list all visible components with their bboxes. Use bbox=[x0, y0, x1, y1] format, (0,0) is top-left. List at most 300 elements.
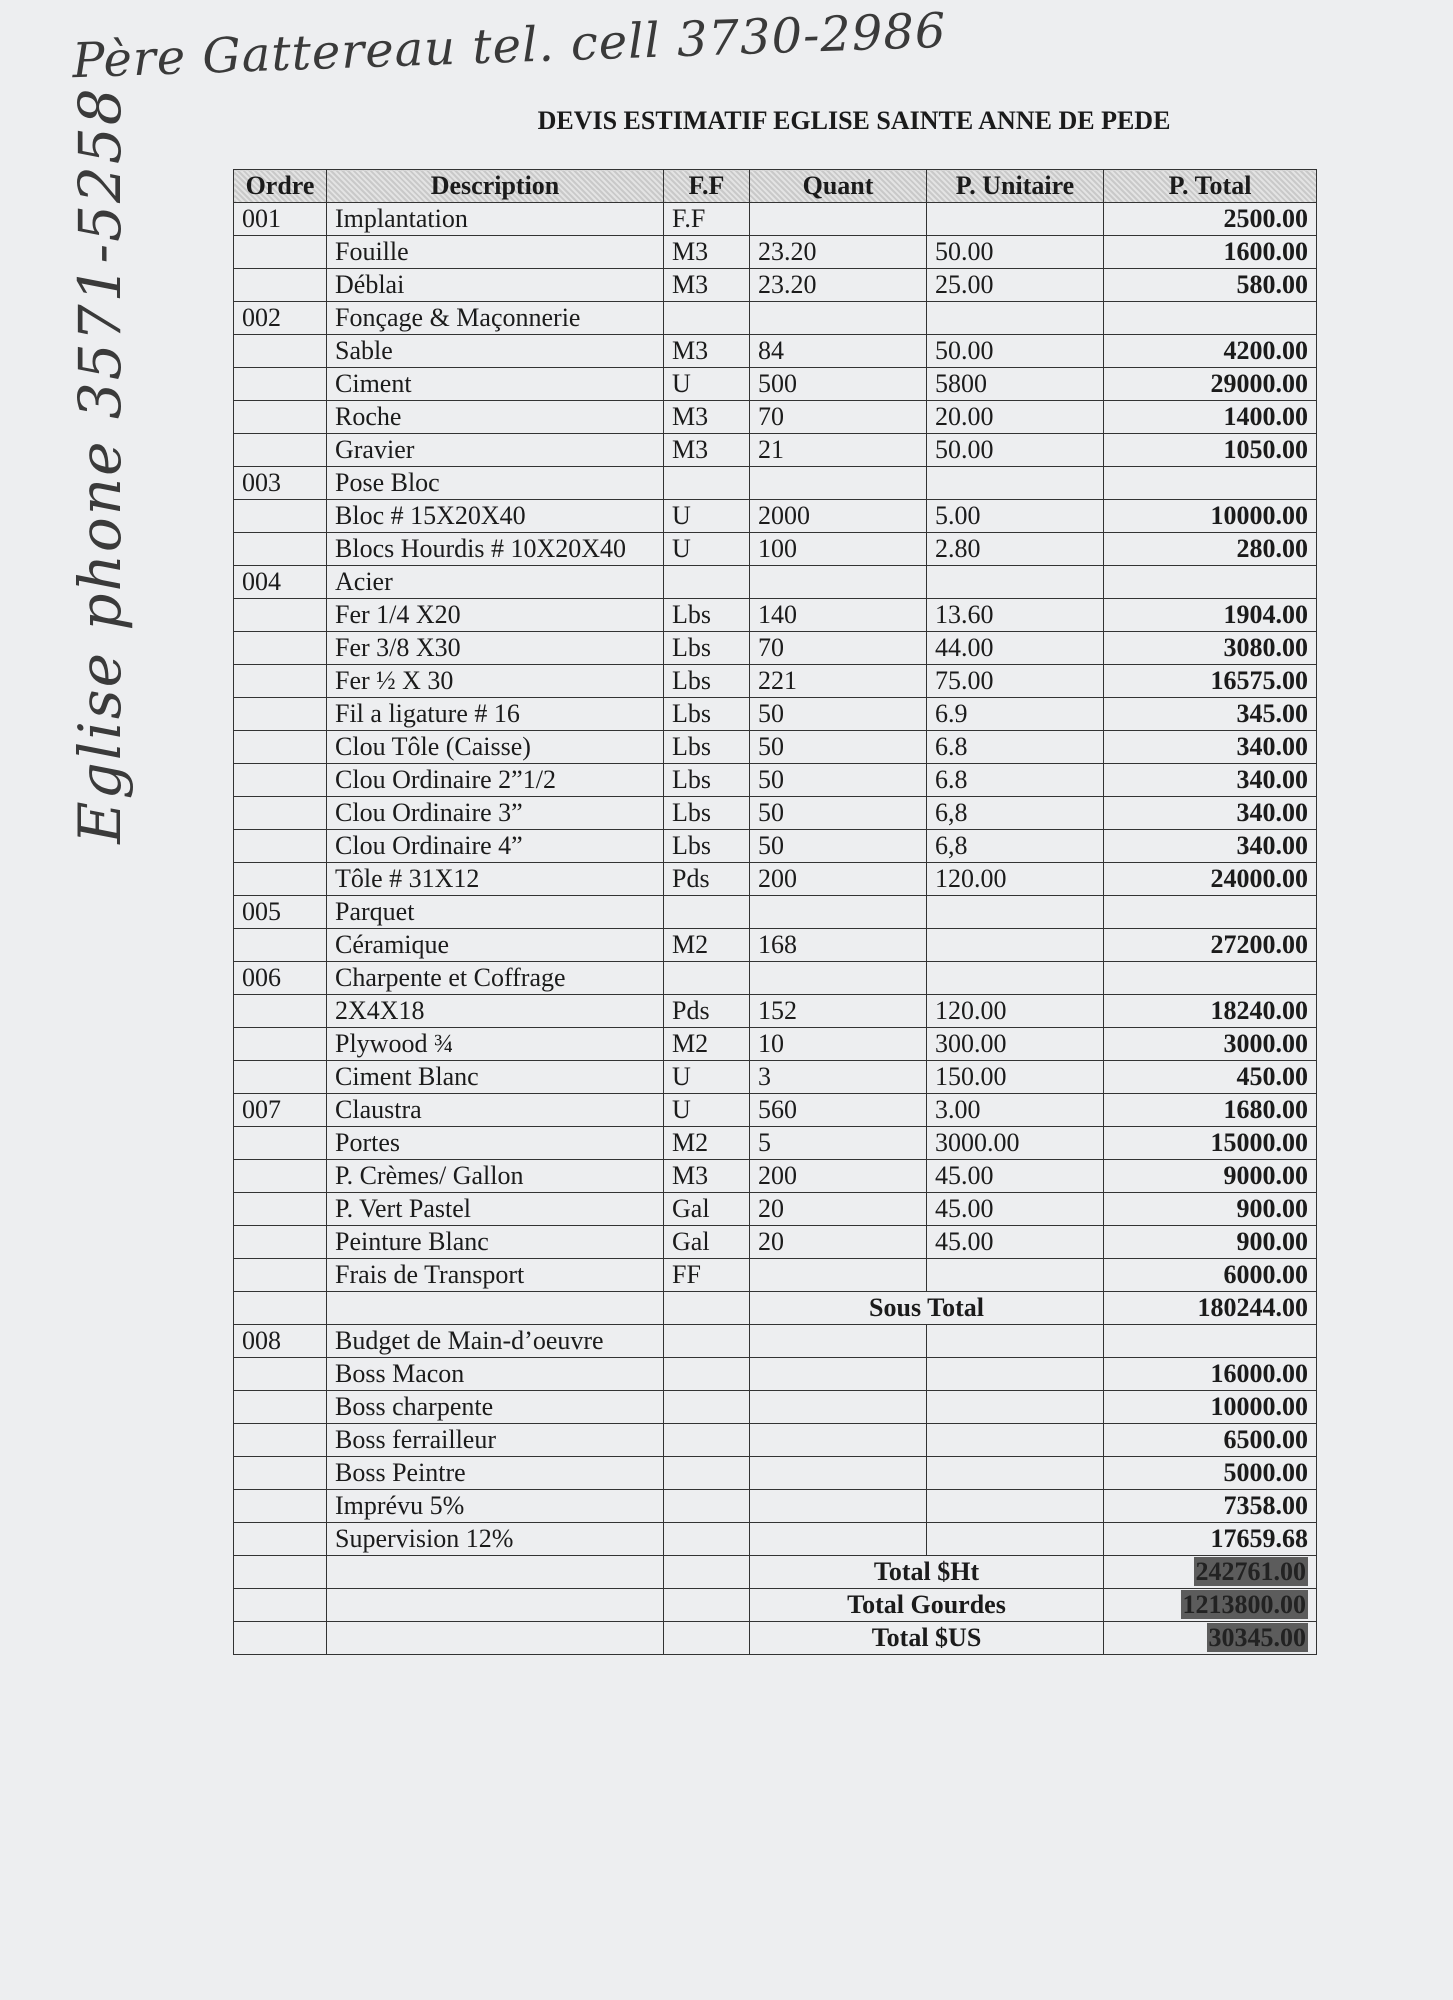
description-cell: Clou Ordinaire 3” bbox=[327, 797, 664, 830]
ordre-cell bbox=[234, 797, 327, 830]
ordre-cell bbox=[234, 929, 327, 962]
description-cell: Budget de Main-d’oeuvre bbox=[327, 1325, 664, 1358]
description-cell: Acier bbox=[327, 566, 664, 599]
header-ff: F.F bbox=[664, 170, 750, 203]
ff-cell: M2 bbox=[664, 929, 750, 962]
description-cell: Fouille bbox=[327, 236, 664, 269]
quant-cell bbox=[750, 467, 927, 500]
total-price-cell: 1680.00 bbox=[1104, 1094, 1317, 1127]
table-row bbox=[234, 1160, 1317, 1193]
total-price-cell bbox=[1104, 467, 1317, 500]
header-description: Description bbox=[327, 170, 664, 203]
empty-cell bbox=[327, 1292, 664, 1325]
unit-price-cell: 45.00 bbox=[927, 1160, 1104, 1193]
ff-cell bbox=[664, 1358, 750, 1391]
ff-cell: M2 bbox=[664, 1127, 750, 1160]
quant-cell: 70 bbox=[750, 401, 927, 434]
quant-cell bbox=[750, 566, 927, 599]
total-price-cell: 5000.00 bbox=[1104, 1457, 1317, 1490]
ordre-cell bbox=[234, 632, 327, 665]
ordre-cell bbox=[234, 368, 327, 401]
total-price-cell: 340.00 bbox=[1104, 731, 1317, 764]
quant-cell: 20 bbox=[750, 1226, 927, 1259]
table-row bbox=[234, 434, 1317, 467]
grand-total-value-cell bbox=[1104, 1589, 1317, 1622]
quant-cell: 2000 bbox=[750, 500, 927, 533]
unit-price-cell: 6,8 bbox=[927, 797, 1104, 830]
header-prix-unitaire: P. Unitaire bbox=[927, 170, 1104, 203]
unit-price-cell: 6.8 bbox=[927, 731, 1104, 764]
ordre-cell bbox=[234, 1259, 327, 1292]
description-cell: Peinture Blanc bbox=[327, 1226, 664, 1259]
unit-price-cell: 5800 bbox=[927, 368, 1104, 401]
ordre-cell bbox=[234, 500, 327, 533]
table-row bbox=[234, 1457, 1317, 1490]
ff-cell: Pds bbox=[664, 995, 750, 1028]
table-row bbox=[234, 1523, 1317, 1556]
table-row bbox=[234, 929, 1317, 962]
table-row bbox=[234, 533, 1317, 566]
ff-cell bbox=[664, 1523, 750, 1556]
table-row bbox=[234, 1127, 1317, 1160]
table-row bbox=[234, 599, 1317, 632]
description-cell: Tôle # 31X12 bbox=[327, 863, 664, 896]
unit-price-cell: 120.00 bbox=[927, 995, 1104, 1028]
table-row bbox=[234, 500, 1317, 533]
ordre-cell: 007 bbox=[234, 1094, 327, 1127]
unit-price-cell: 6.9 bbox=[927, 698, 1104, 731]
empty-cell bbox=[234, 1589, 327, 1622]
quant-cell: 100 bbox=[750, 533, 927, 566]
table-row bbox=[234, 962, 1317, 995]
description-cell: Boss Macon bbox=[327, 1358, 664, 1391]
description-cell: Fil a ligature # 16 bbox=[327, 698, 664, 731]
unit-price-cell: 2.80 bbox=[927, 533, 1104, 566]
grand-total-row bbox=[234, 1622, 1317, 1655]
table-row bbox=[234, 566, 1317, 599]
total-price-cell: 900.00 bbox=[1104, 1193, 1317, 1226]
grand-total-label: Total $US bbox=[750, 1622, 1104, 1655]
quant-cell: 50 bbox=[750, 698, 927, 731]
ordre-cell bbox=[234, 401, 327, 434]
total-price-cell bbox=[1104, 962, 1317, 995]
unit-price-cell bbox=[927, 203, 1104, 236]
table-row bbox=[234, 896, 1317, 929]
unit-price-cell: 13.60 bbox=[927, 599, 1104, 632]
table-row bbox=[234, 1325, 1317, 1358]
ordre-cell: 003 bbox=[234, 467, 327, 500]
description-cell: Pose Bloc bbox=[327, 467, 664, 500]
total-price-cell: 24000.00 bbox=[1104, 863, 1317, 896]
unit-price-cell bbox=[927, 1424, 1104, 1457]
ff-cell: U bbox=[664, 533, 750, 566]
total-price-cell: 6500.00 bbox=[1104, 1424, 1317, 1457]
total-price-cell: 16000.00 bbox=[1104, 1358, 1317, 1391]
quant-cell: 20 bbox=[750, 1193, 927, 1226]
description-cell: Boss ferrailleur bbox=[327, 1424, 664, 1457]
empty-cell bbox=[234, 1556, 327, 1589]
table-row bbox=[234, 368, 1317, 401]
total-price-cell: 345.00 bbox=[1104, 698, 1317, 731]
grand-total-row bbox=[234, 1589, 1317, 1622]
total-price-cell: 1050.00 bbox=[1104, 434, 1317, 467]
description-cell: Fer 3/8 X30 bbox=[327, 632, 664, 665]
empty-cell bbox=[234, 1292, 327, 1325]
ff-cell: Lbs bbox=[664, 797, 750, 830]
table-row bbox=[234, 830, 1317, 863]
empty-cell bbox=[664, 1556, 750, 1589]
total-price-cell: 900.00 bbox=[1104, 1226, 1317, 1259]
empty-cell bbox=[327, 1556, 664, 1589]
description-cell: Boss Peintre bbox=[327, 1457, 664, 1490]
unit-price-cell: 44.00 bbox=[927, 632, 1104, 665]
table-row bbox=[234, 1490, 1317, 1523]
description-cell: Gravier bbox=[327, 434, 664, 467]
quant-cell bbox=[750, 962, 927, 995]
ff-cell: U bbox=[664, 368, 750, 401]
ff-cell bbox=[664, 1391, 750, 1424]
quant-cell bbox=[750, 1490, 927, 1523]
quant-cell: 500 bbox=[750, 368, 927, 401]
ff-cell bbox=[664, 896, 750, 929]
table-row bbox=[234, 467, 1317, 500]
table-row bbox=[234, 302, 1317, 335]
quant-cell: 5 bbox=[750, 1127, 927, 1160]
ordre-cell bbox=[234, 995, 327, 1028]
ordre-cell: 002 bbox=[234, 302, 327, 335]
ordre-cell bbox=[234, 1226, 327, 1259]
ordre-cell bbox=[234, 1523, 327, 1556]
ff-cell: M3 bbox=[664, 401, 750, 434]
subtotal-label: Sous Total bbox=[750, 1292, 1104, 1325]
ordre-cell bbox=[234, 599, 327, 632]
estimate-table bbox=[233, 169, 1317, 1655]
total-price-cell: 3080.00 bbox=[1104, 632, 1317, 665]
ordre-cell bbox=[234, 269, 327, 302]
table-row bbox=[234, 731, 1317, 764]
total-price-cell: 10000.00 bbox=[1104, 1391, 1317, 1424]
quant-cell: 84 bbox=[750, 335, 927, 368]
table-row bbox=[234, 665, 1317, 698]
empty-cell bbox=[327, 1589, 664, 1622]
total-price-cell bbox=[1104, 302, 1317, 335]
ordre-cell bbox=[234, 1358, 327, 1391]
unit-price-cell bbox=[927, 566, 1104, 599]
ff-cell bbox=[664, 1424, 750, 1457]
quant-cell bbox=[750, 896, 927, 929]
ordre-cell bbox=[234, 1457, 327, 1490]
total-price-cell: 7358.00 bbox=[1104, 1490, 1317, 1523]
table-row bbox=[234, 335, 1317, 368]
total-price-cell: 450.00 bbox=[1104, 1061, 1317, 1094]
ordre-cell: 006 bbox=[234, 962, 327, 995]
description-cell: Sable bbox=[327, 335, 664, 368]
quant-cell bbox=[750, 1523, 927, 1556]
unit-price-cell bbox=[927, 1457, 1104, 1490]
ordre-cell bbox=[234, 1028, 327, 1061]
ff-cell: Lbs bbox=[664, 599, 750, 632]
unit-price-cell: 50.00 bbox=[927, 434, 1104, 467]
description-cell: Clou Tôle (Caisse) bbox=[327, 731, 664, 764]
description-cell: Clou Ordinaire 4” bbox=[327, 830, 664, 863]
total-price-cell: 16575.00 bbox=[1104, 665, 1317, 698]
ff-cell bbox=[664, 1490, 750, 1523]
total-price-cell bbox=[1104, 1325, 1317, 1358]
ff-cell: F.F bbox=[664, 203, 750, 236]
description-cell: Supervision 12% bbox=[327, 1523, 664, 1556]
quant-cell: 152 bbox=[750, 995, 927, 1028]
total-price-cell: 6000.00 bbox=[1104, 1259, 1317, 1292]
table-row bbox=[234, 401, 1317, 434]
table-row bbox=[234, 1424, 1317, 1457]
unit-price-cell bbox=[927, 896, 1104, 929]
unit-price-cell: 6,8 bbox=[927, 830, 1104, 863]
estimate-table-container bbox=[233, 169, 1316, 1655]
unit-price-cell: 20.00 bbox=[927, 401, 1104, 434]
description-cell: P. Vert Pastel bbox=[327, 1193, 664, 1226]
table-body bbox=[234, 203, 1317, 1655]
ff-cell: Lbs bbox=[664, 632, 750, 665]
ff-cell: U bbox=[664, 500, 750, 533]
total-price-cell: 2500.00 bbox=[1104, 203, 1317, 236]
description-cell: Boss charpente bbox=[327, 1391, 664, 1424]
total-price-cell: 29000.00 bbox=[1104, 368, 1317, 401]
description-cell: Claustra bbox=[327, 1094, 664, 1127]
quant-cell: 50 bbox=[750, 731, 927, 764]
total-price-cell: 580.00 bbox=[1104, 269, 1317, 302]
table-row bbox=[234, 1061, 1317, 1094]
ordre-cell bbox=[234, 1160, 327, 1193]
unit-price-cell: 150.00 bbox=[927, 1061, 1104, 1094]
description-cell: P. Crèmes/ Gallon bbox=[327, 1160, 664, 1193]
table-header-row bbox=[234, 170, 1317, 203]
table-row bbox=[234, 1028, 1317, 1061]
ff-cell: Lbs bbox=[664, 830, 750, 863]
ff-cell bbox=[664, 302, 750, 335]
quant-cell bbox=[750, 302, 927, 335]
quant-cell: 200 bbox=[750, 1160, 927, 1193]
total-price-cell: 280.00 bbox=[1104, 533, 1317, 566]
ff-cell: M3 bbox=[664, 1160, 750, 1193]
empty-cell bbox=[664, 1622, 750, 1655]
ff-cell: M2 bbox=[664, 1028, 750, 1061]
quant-cell: 23.20 bbox=[750, 236, 927, 269]
ff-cell: M3 bbox=[664, 236, 750, 269]
total-price-cell: 3000.00 bbox=[1104, 1028, 1317, 1061]
total-price-cell: 340.00 bbox=[1104, 830, 1317, 863]
quant-cell bbox=[750, 1457, 927, 1490]
ordre-cell bbox=[234, 863, 327, 896]
unit-price-cell bbox=[927, 1490, 1104, 1523]
quant-cell: 21 bbox=[750, 434, 927, 467]
unit-price-cell: 50.00 bbox=[927, 236, 1104, 269]
quant-cell: 3 bbox=[750, 1061, 927, 1094]
table-row bbox=[234, 236, 1317, 269]
handwritten-contact-note: Père Gattereau tel. cell 3730-2986 bbox=[71, 2, 948, 90]
handwritten-side-note: Eglise phone 3571-5258 bbox=[66, 86, 134, 844]
unit-price-cell: 25.00 bbox=[927, 269, 1104, 302]
ordre-cell bbox=[234, 1490, 327, 1523]
unit-price-cell: 50.00 bbox=[927, 335, 1104, 368]
subtotal-row bbox=[234, 1292, 1317, 1325]
table-row bbox=[234, 1226, 1317, 1259]
ordre-cell bbox=[234, 731, 327, 764]
table-row bbox=[234, 1358, 1317, 1391]
unit-price-cell: 3.00 bbox=[927, 1094, 1104, 1127]
table-row bbox=[234, 995, 1317, 1028]
grand-total-label: Total $Ht bbox=[750, 1556, 1104, 1589]
quant-cell: 50 bbox=[750, 764, 927, 797]
total-price-cell: 4200.00 bbox=[1104, 335, 1317, 368]
total-price-cell bbox=[1104, 566, 1317, 599]
total-price-cell bbox=[1104, 896, 1317, 929]
description-cell: Fer 1/4 X20 bbox=[327, 599, 664, 632]
description-cell: Céramique bbox=[327, 929, 664, 962]
total-price-cell: 9000.00 bbox=[1104, 1160, 1317, 1193]
description-cell: Ciment Blanc bbox=[327, 1061, 664, 1094]
total-price-cell: 1904.00 bbox=[1104, 599, 1317, 632]
table-row bbox=[234, 698, 1317, 731]
ff-cell: FF bbox=[664, 1259, 750, 1292]
empty-cell bbox=[664, 1589, 750, 1622]
total-price-cell: 18240.00 bbox=[1104, 995, 1317, 1028]
total-price-cell: 10000.00 bbox=[1104, 500, 1317, 533]
ordre-cell bbox=[234, 335, 327, 368]
grand-total-value: 242761.00 bbox=[1195, 1557, 1306, 1586]
ff-cell: U bbox=[664, 1094, 750, 1127]
total-price-cell: 340.00 bbox=[1104, 797, 1317, 830]
ordre-cell: 008 bbox=[234, 1325, 327, 1358]
quant-cell bbox=[750, 1391, 927, 1424]
total-price-cell: 1600.00 bbox=[1104, 236, 1317, 269]
ff-cell: Lbs bbox=[664, 731, 750, 764]
table-row bbox=[234, 797, 1317, 830]
unit-price-cell: 3000.00 bbox=[927, 1127, 1104, 1160]
ordre-cell bbox=[234, 830, 327, 863]
ff-cell: Pds bbox=[664, 863, 750, 896]
ordre-cell bbox=[234, 665, 327, 698]
description-cell: Plywood ¾ bbox=[327, 1028, 664, 1061]
quant-cell bbox=[750, 1358, 927, 1391]
description-cell: Charpente et Coffrage bbox=[327, 962, 664, 995]
ff-cell: M3 bbox=[664, 269, 750, 302]
unit-price-cell bbox=[927, 1325, 1104, 1358]
ff-cell bbox=[664, 467, 750, 500]
ff-cell: Lbs bbox=[664, 764, 750, 797]
ordre-cell: 004 bbox=[234, 566, 327, 599]
ff-cell bbox=[664, 1457, 750, 1490]
description-cell: Blocs Hourdis # 10X20X40 bbox=[327, 533, 664, 566]
unit-price-cell bbox=[927, 1391, 1104, 1424]
ordre-cell bbox=[234, 698, 327, 731]
quant-cell: 23.20 bbox=[750, 269, 927, 302]
quant-cell: 221 bbox=[750, 665, 927, 698]
ff-cell bbox=[664, 962, 750, 995]
quant-cell bbox=[750, 1424, 927, 1457]
ff-cell: M3 bbox=[664, 335, 750, 368]
unit-price-cell bbox=[927, 1358, 1104, 1391]
description-cell: Ciment bbox=[327, 368, 664, 401]
total-price-cell: 17659.68 bbox=[1104, 1523, 1317, 1556]
description-cell: Fonçage & Maçonnerie bbox=[327, 302, 664, 335]
ordre-cell bbox=[234, 1193, 327, 1226]
ordre-cell bbox=[234, 434, 327, 467]
quant-cell: 560 bbox=[750, 1094, 927, 1127]
total-price-cell: 15000.00 bbox=[1104, 1127, 1317, 1160]
description-cell: Clou Ordinaire 2”1/2 bbox=[327, 764, 664, 797]
quant-cell: 10 bbox=[750, 1028, 927, 1061]
total-price-cell: 1400.00 bbox=[1104, 401, 1317, 434]
quant-cell bbox=[750, 203, 927, 236]
ordre-cell bbox=[234, 1391, 327, 1424]
description-cell: Imprévu 5% bbox=[327, 1490, 664, 1523]
ff-cell: Lbs bbox=[664, 698, 750, 731]
grand-total-value-cell bbox=[1104, 1556, 1317, 1589]
quant-cell: 140 bbox=[750, 599, 927, 632]
description-cell: Bloc # 15X20X40 bbox=[327, 500, 664, 533]
unit-price-cell bbox=[927, 962, 1104, 995]
ff-cell: Gal bbox=[664, 1226, 750, 1259]
grand-total-row bbox=[234, 1556, 1317, 1589]
table-row bbox=[234, 269, 1317, 302]
header-quant: Quant bbox=[750, 170, 927, 203]
ff-cell: Gal bbox=[664, 1193, 750, 1226]
header-ordre: Ordre bbox=[234, 170, 327, 203]
description-cell: 2X4X18 bbox=[327, 995, 664, 1028]
table-row bbox=[234, 1391, 1317, 1424]
grand-total-value: 1213800.00 bbox=[1182, 1590, 1306, 1619]
unit-price-cell: 45.00 bbox=[927, 1193, 1104, 1226]
ordre-cell bbox=[234, 1127, 327, 1160]
unit-price-cell: 45.00 bbox=[927, 1226, 1104, 1259]
ff-cell: M3 bbox=[664, 434, 750, 467]
table-row bbox=[234, 203, 1317, 236]
description-cell: Frais de Transport bbox=[327, 1259, 664, 1292]
unit-price-cell bbox=[927, 1523, 1104, 1556]
ff-cell bbox=[664, 566, 750, 599]
quant-cell: 168 bbox=[750, 929, 927, 962]
table-row bbox=[234, 1193, 1317, 1226]
unit-price-cell: 120.00 bbox=[927, 863, 1104, 896]
empty-cell bbox=[234, 1622, 327, 1655]
description-cell: Parquet bbox=[327, 896, 664, 929]
ordre-cell bbox=[234, 236, 327, 269]
empty-cell bbox=[327, 1622, 664, 1655]
total-price-cell: 27200.00 bbox=[1104, 929, 1317, 962]
description-cell: Déblai bbox=[327, 269, 664, 302]
ordre-cell bbox=[234, 764, 327, 797]
ordre-cell bbox=[234, 533, 327, 566]
total-price-cell: 340.00 bbox=[1104, 764, 1317, 797]
empty-cell bbox=[664, 1292, 750, 1325]
unit-price-cell: 5.00 bbox=[927, 500, 1104, 533]
unit-price-cell bbox=[927, 302, 1104, 335]
quant-cell: 200 bbox=[750, 863, 927, 896]
unit-price-cell: 6.8 bbox=[927, 764, 1104, 797]
ordre-cell bbox=[234, 1424, 327, 1457]
unit-price-cell: 300.00 bbox=[927, 1028, 1104, 1061]
quant-cell bbox=[750, 1325, 927, 1358]
grand-total-value-cell bbox=[1104, 1622, 1317, 1655]
description-cell: Portes bbox=[327, 1127, 664, 1160]
ff-cell: U bbox=[664, 1061, 750, 1094]
unit-price-cell bbox=[927, 929, 1104, 962]
description-cell: Fer ½ X 30 bbox=[327, 665, 664, 698]
quant-cell: 50 bbox=[750, 830, 927, 863]
table-row bbox=[234, 1094, 1317, 1127]
description-cell: Roche bbox=[327, 401, 664, 434]
description-cell: Implantation bbox=[327, 203, 664, 236]
